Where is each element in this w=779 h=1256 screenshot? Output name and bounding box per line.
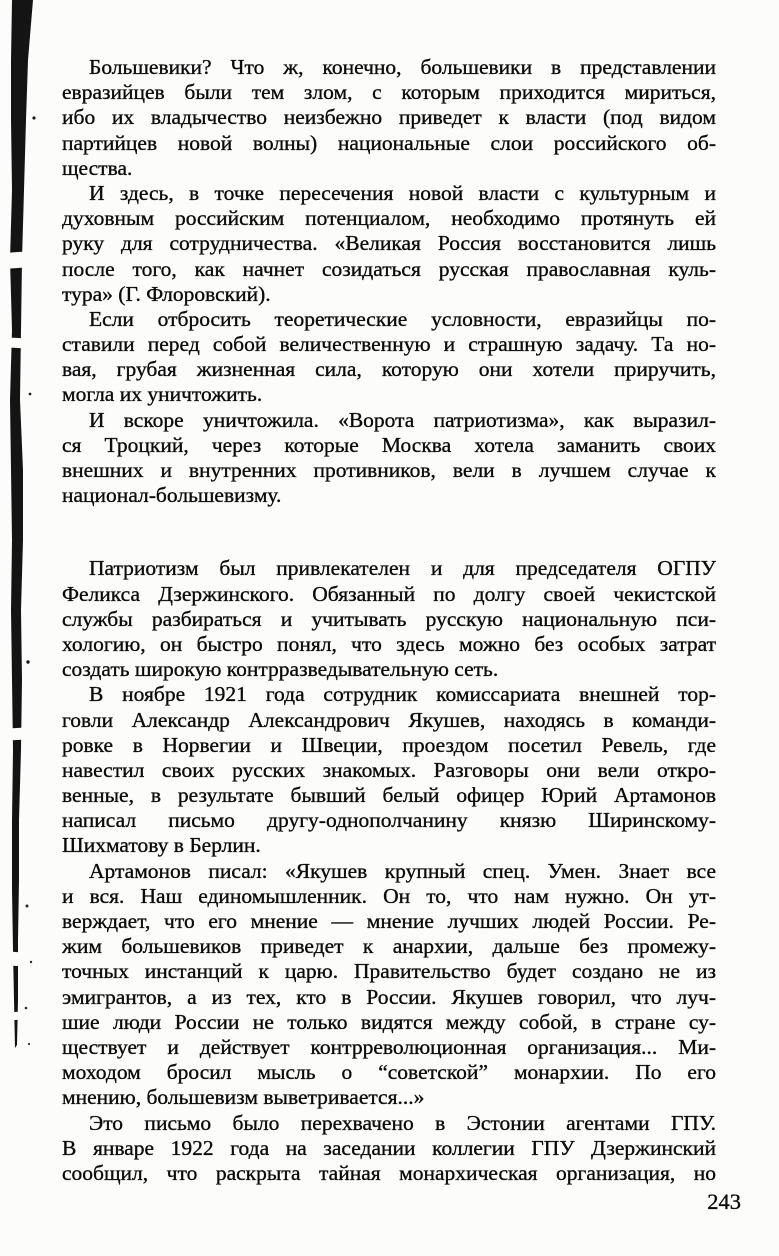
- text-line: шие люди России не только видятся между собой, в стране су-: [62, 1009, 716, 1034]
- text-line: навестил своих русских знакомых. Разговоры они вели откро-: [62, 757, 716, 782]
- paragraph: [62, 55, 716, 181]
- paragraph: [62, 1111, 716, 1187]
- text-line: точных инстанций к царю. Правительство будет создано не из: [62, 959, 716, 984]
- text-line: ровке в Норвегии и Швеции, проездом посетил Ревель, где: [62, 732, 716, 757]
- text-line: ибо их владычество неизбежно приведет к власти (под видом: [62, 105, 716, 130]
- text-line: ставили перед собой величественную и страшную задачу. Та но-: [62, 332, 716, 357]
- text-line: руку для сотрудничества. «Великая Россия восстановится лишь: [62, 231, 716, 256]
- page-text: [62, 55, 716, 1186]
- text-line: и вся. Наш единомышленник. Он то, что нам нужно. Он ут-: [62, 883, 716, 908]
- text-line: после того, как начнет созидаться русская православная куль-: [62, 256, 716, 281]
- text-line: Феликса Дзержинского. Обязанный по долгу своей чекистской: [62, 581, 716, 606]
- text-line: хологию, он быстро понял, что здесь можно без особых затрат: [62, 631, 716, 656]
- text-line: жим большевиков приведет к анархии, дальше без промежу-: [62, 934, 716, 959]
- paragraph: [62, 181, 716, 307]
- text-line: национал-большевизму.: [62, 483, 282, 508]
- scan-binding-shadow-icon: [0, 0, 48, 1256]
- paragraph: [62, 682, 716, 858]
- text-line: щества.: [62, 155, 133, 180]
- text-line: ществует и действует контрреволюционная организация... Ми-: [62, 1034, 716, 1059]
- text-line: службы разбираться и учитывать русскую национальную пси-: [62, 606, 716, 631]
- text-line: И вскоре уничтожила. «Ворота патриотизма», как выразил-: [89, 407, 716, 432]
- text-line: Большевики? Что ж, конечно, большевики в представлении: [89, 55, 716, 79]
- text-line: Если отбросить теоретические условности, евразийцы по-: [89, 306, 716, 331]
- text-line: моходом бросил мысль о “советской” монархии. По его: [62, 1060, 716, 1085]
- text-line: ся Троцкий, через которые Москва хотела заманить своих: [62, 432, 716, 457]
- text-line: В январе 1922 года на заседании коллегии ГПУ Дзержинский: [62, 1135, 716, 1160]
- text-line: духовным российским потенциалом, необходимо протянуть ей: [62, 206, 716, 231]
- text-line: внешних и внутренних противников, вели в лучшем случае к: [62, 458, 716, 482]
- text-line: говли Александр Александрович Якушев, находясь в команди-: [62, 707, 716, 732]
- text-line: Шихматову в Берлин.: [62, 833, 261, 858]
- text-line: написал письмо другу-однополчанину князю Ширинскому-: [62, 808, 716, 833]
- paragraph: [62, 859, 716, 1111]
- text-section: [62, 55, 716, 508]
- text-line: верждает, что его мнение — мнение лучших людей России. Ре-: [62, 909, 716, 933]
- text-line: венные, в результате бывший белый офицер Юрий Артамонов: [62, 783, 716, 808]
- text-line: сообщил, что раскрыта тайная монархическая организация, но: [62, 1160, 716, 1185]
- text-line: мнению, большевизм выветривается...»: [62, 1085, 425, 1110]
- text-line: партийцев новой волны) национальные слои российского об-: [62, 130, 716, 155]
- paragraph: [62, 307, 716, 408]
- text-line: тура» (Г. Флоровский).: [62, 281, 271, 306]
- text-line: Артамонов писал: «Якушев крупный спец. Умен. Знает все: [89, 858, 716, 883]
- text-line: эмигрантов, а из тех, кто в России. Якушев говорил, что луч-: [62, 984, 716, 1009]
- text-line: создать широкую контрразведывательную сеть.: [62, 657, 499, 682]
- text-line: евразийцев были тем злом, с которым приходится мириться,: [62, 80, 716, 105]
- paragraph: [62, 556, 716, 682]
- text-line: вая, грубая жизненная сила, которую они хотели приручить,: [62, 357, 716, 382]
- text-section: [62, 556, 716, 1186]
- text-line: Патриотизм был привлекателен и для председателя ОГПУ: [89, 556, 716, 581]
- paragraph: [62, 408, 716, 509]
- text-line: Это письмо было перехвачено в Эстонии агентами ГПУ.: [89, 1110, 716, 1135]
- page-number: 243: [707, 1189, 741, 1214]
- text-line: могла их уничтожить.: [62, 382, 263, 407]
- text-line: В ноябре 1921 года сотрудник комиссариата внешней тор-: [89, 682, 716, 707]
- text-line: И здесь, в точке пересечения новой власти с культурным и: [89, 180, 716, 205]
